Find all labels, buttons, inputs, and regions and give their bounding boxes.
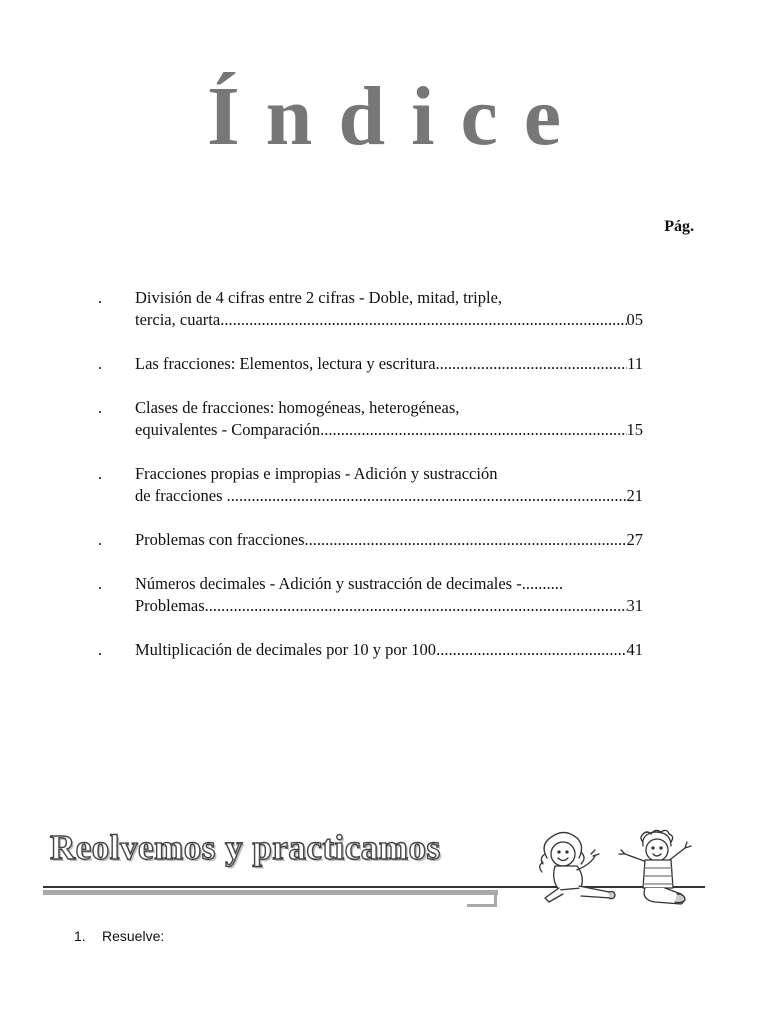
toc-bullet: . <box>98 464 103 483</box>
dot-leader <box>220 309 626 331</box>
toc-bullet: . <box>98 398 103 417</box>
toc-page-number: 41 <box>626 640 643 659</box>
toc-entry-title-line2: equivalentes - Comparación <box>135 420 321 439</box>
toc-entry[interactable] <box>98 287 643 331</box>
section-banner <box>40 828 710 910</box>
banner-rule-tick <box>467 895 497 907</box>
toc-entry-title-line1: Números decimales - Adición y sustracción de decimales -.......... <box>135 574 563 593</box>
toc-bullet: . <box>98 288 103 307</box>
toc-entry[interactable] <box>98 463 643 507</box>
toc-page-number: 21 <box>626 486 643 505</box>
children-illustration <box>525 828 710 910</box>
toc-entry[interactable] <box>98 397 643 441</box>
dot-leader <box>320 419 626 441</box>
toc-entry-title-line2: tercia, cuarta <box>135 310 221 329</box>
index-title: Índice <box>206 70 588 163</box>
banner-title: Reolvemos y practicamos <box>50 828 441 867</box>
table-of-contents <box>98 287 643 683</box>
toc-entry-title-line1: Las fracciones: Elementos, lectura y escritura <box>135 354 436 373</box>
toc-bullet: . <box>98 574 103 593</box>
dot-leader <box>436 353 628 375</box>
dot-leader <box>305 529 627 551</box>
toc-entry-title-line1: División de 4 cifras entre 2 cifras - Doble, mitad, triple, <box>135 288 503 307</box>
dot-leader <box>227 485 627 507</box>
page-column-header: Pág. <box>664 218 694 235</box>
toc-page-number: 05 <box>626 310 643 329</box>
exercise-label: Resuelve: <box>102 928 165 944</box>
exercise-item <box>74 928 164 944</box>
toc-bullet: . <box>98 530 103 549</box>
toc-bullet: . <box>98 640 103 659</box>
toc-entry-title-line1: Fracciones propias e impropias - Adición y sustracción <box>135 464 498 483</box>
toc-entry[interactable] <box>98 529 643 551</box>
toc-entry[interactable] <box>98 353 643 375</box>
toc-page-number: 27 <box>626 530 643 549</box>
toc-entry-title-line2: Problemas <box>135 596 205 615</box>
toc-entry-title-line2: de fracciones <box>135 486 227 505</box>
toc-entry-title-line1: Multiplicación de decimales por 10 y por 100 <box>135 640 437 659</box>
toc-entry-title-line1: Clases de fracciones: homogéneas, heterogéneas, <box>135 398 460 417</box>
exercise-number: 1. <box>74 928 86 944</box>
toc-page-number: 31 <box>626 596 643 615</box>
dot-leader <box>436 639 626 661</box>
toc-page-number: 15 <box>626 420 643 439</box>
dot-leader <box>205 595 627 617</box>
toc-bullet: . <box>98 354 103 373</box>
toc-entry[interactable] <box>98 639 643 661</box>
toc-entry[interactable] <box>98 573 643 617</box>
toc-page-number: 11 <box>627 354 643 373</box>
toc-entry-title-line1: Problemas con fracciones <box>135 530 305 549</box>
banner-rule-shadow <box>43 890 498 895</box>
